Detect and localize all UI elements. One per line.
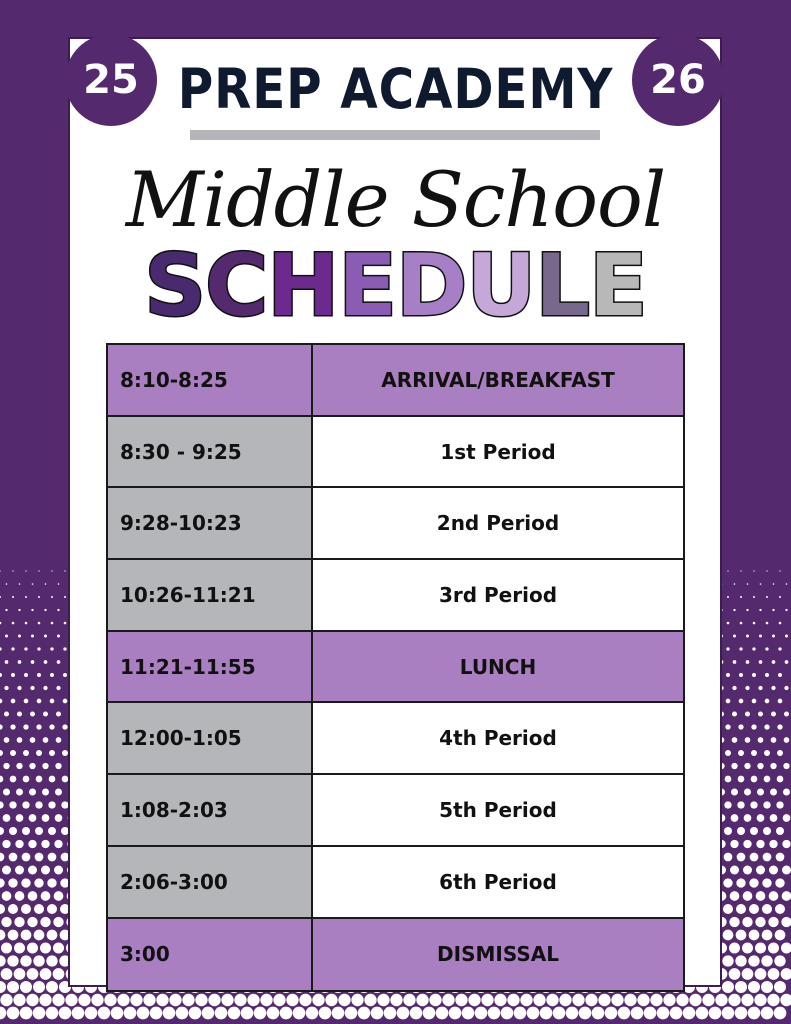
time-cell: 2:06-3:00 bbox=[108, 847, 313, 917]
schedule-table bbox=[106, 343, 685, 992]
schedule-row bbox=[108, 632, 683, 704]
school-name: PREP ACADEMY bbox=[177, 57, 614, 121]
time-cell: 1:08-2:03 bbox=[108, 775, 313, 845]
schedule-row bbox=[108, 345, 683, 417]
event-cell: 1st Period bbox=[313, 417, 683, 487]
title-underline bbox=[190, 130, 600, 140]
subtitle-script: Middle School bbox=[125, 155, 666, 244]
event-cell: DISMISSAL bbox=[313, 919, 683, 991]
schedule-row bbox=[108, 847, 683, 919]
schedule-row bbox=[108, 488, 683, 560]
schedule-row bbox=[108, 417, 683, 489]
time-cell: 11:21-11:55 bbox=[108, 632, 313, 702]
time-cell: 12:00-1:05 bbox=[108, 703, 313, 773]
event-cell: LUNCH bbox=[313, 632, 683, 702]
schedule-title bbox=[100, 236, 691, 336]
event-cell: 4th Period bbox=[313, 703, 683, 773]
event-cell: 5th Period bbox=[313, 775, 683, 845]
event-cell: 3rd Period bbox=[313, 560, 683, 630]
schedule-row bbox=[108, 775, 683, 847]
schedule-title-letter: L bbox=[535, 236, 590, 336]
time-cell: 3:00 bbox=[108, 919, 313, 991]
schedule-title-letter: S bbox=[144, 236, 206, 336]
time-cell: 10:26-11:21 bbox=[108, 560, 313, 630]
schedule-row bbox=[108, 560, 683, 632]
schedule-title-letter: E bbox=[338, 236, 396, 336]
schedule-row bbox=[108, 919, 683, 991]
time-cell: 8:10-8:25 bbox=[108, 345, 313, 415]
schedule-row bbox=[108, 703, 683, 775]
event-cell: ARRIVAL/BREAKFAST bbox=[313, 345, 683, 415]
schedule-title-letter: H bbox=[267, 236, 339, 336]
year-badge-right: 26 bbox=[632, 34, 724, 126]
event-cell: 6th Period bbox=[313, 847, 683, 917]
time-cell: 9:28-10:23 bbox=[108, 488, 313, 558]
event-cell: 2nd Period bbox=[313, 488, 683, 558]
schedule-title-letter: D bbox=[396, 236, 467, 336]
schedule-title-letter: E bbox=[589, 236, 647, 336]
schedule-title-letter: C bbox=[205, 236, 268, 336]
time-cell: 8:30 - 9:25 bbox=[108, 417, 313, 487]
year-badge-left: 25 bbox=[65, 34, 157, 126]
schedule-title-letter: U bbox=[466, 236, 536, 336]
